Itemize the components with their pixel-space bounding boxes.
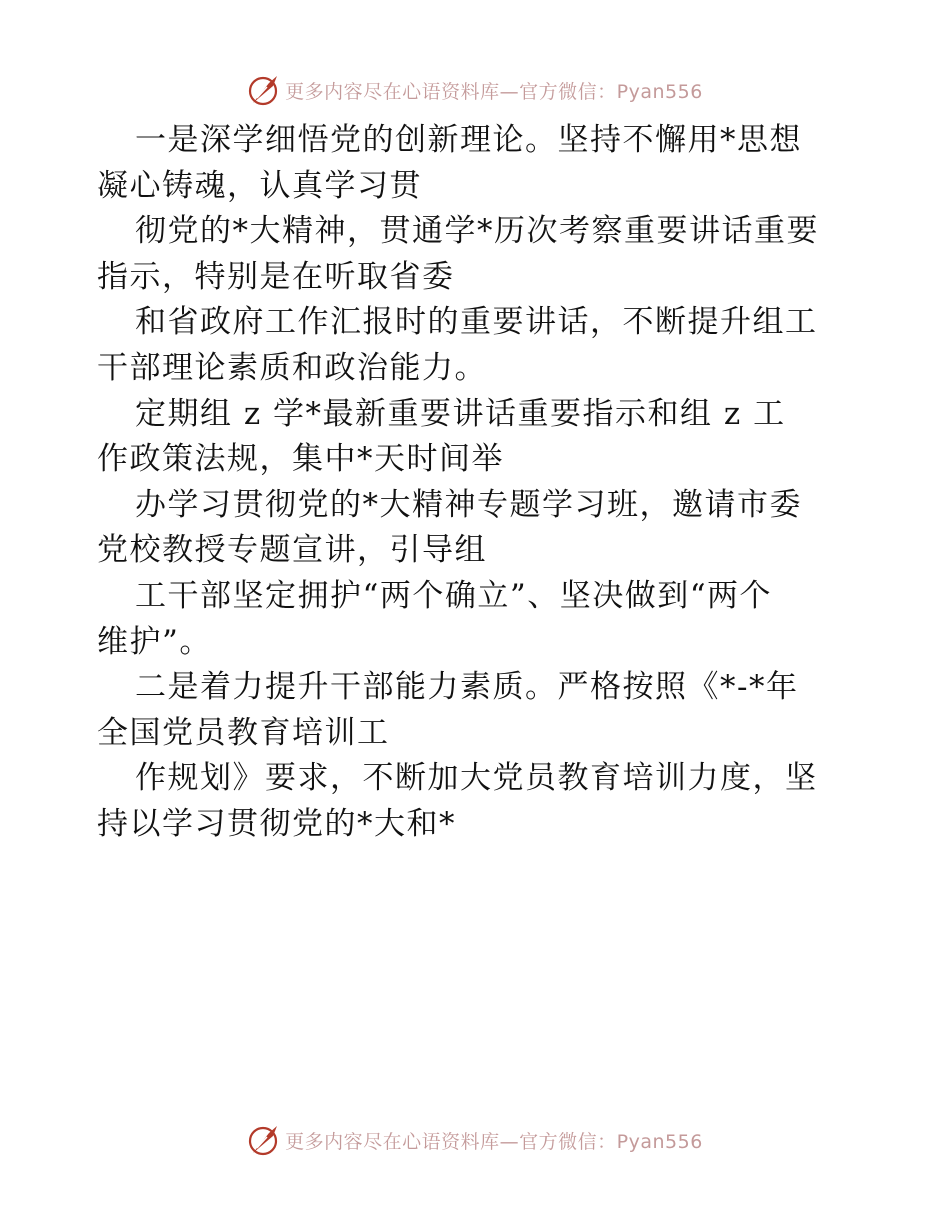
quill-pen-in-circle-icon	[247, 73, 281, 107]
text-line: 定期组 z 学*最新重要讲话重要指示和组 z 工	[135, 395, 786, 432]
footer-watermark	[0, 1120, 950, 1160]
watermark-text: 更多内容尽在心语资料库—官方微信：Pyan556	[285, 80, 703, 103]
text-line: 持以学习贯彻党的*大和*	[97, 805, 456, 842]
text-line: 全国党员教育培训工	[97, 714, 390, 751]
text-line: 凝心铸魂，认真学习贯	[97, 167, 422, 204]
text-line: 工干部坚定拥护“两个确立”、坚决做到“两个	[135, 577, 773, 614]
text-line: 一是深学细悟党的创新理论。坚持不懈用*思想	[135, 122, 802, 158]
watermark-text: 更多内容尽在心语资料库—官方微信：Pyan556	[285, 1130, 703, 1153]
text-line: 指示，特别是在听取省委	[97, 258, 455, 295]
text-line: 党校教授专题宣讲，引导组	[97, 532, 487, 569]
quill-pen-in-circle-icon	[247, 1123, 281, 1157]
document-body	[97, 118, 857, 848]
text-line: 作政策法规，集中*天时间举	[97, 441, 504, 478]
header-watermark	[0, 70, 950, 110]
text-line: 维护”。	[97, 623, 212, 660]
text-line: 办学习贯彻党的*大精神专题学习班，邀请市委	[135, 486, 802, 523]
text-line: 二是着力提升干部能力素质。严格按照《*-*年	[135, 669, 799, 706]
text-line: 彻党的*大精神，贯通学*历次考察重要讲话重要	[135, 213, 819, 250]
text-line: 和省政府工作汇报时的重要讲话，不断提升组工	[135, 304, 818, 341]
text-line: 干部理论素质和政治能力。	[97, 349, 487, 386]
text-line: 作规划》要求，不断加大党员教育培训力度，坚	[135, 760, 818, 797]
